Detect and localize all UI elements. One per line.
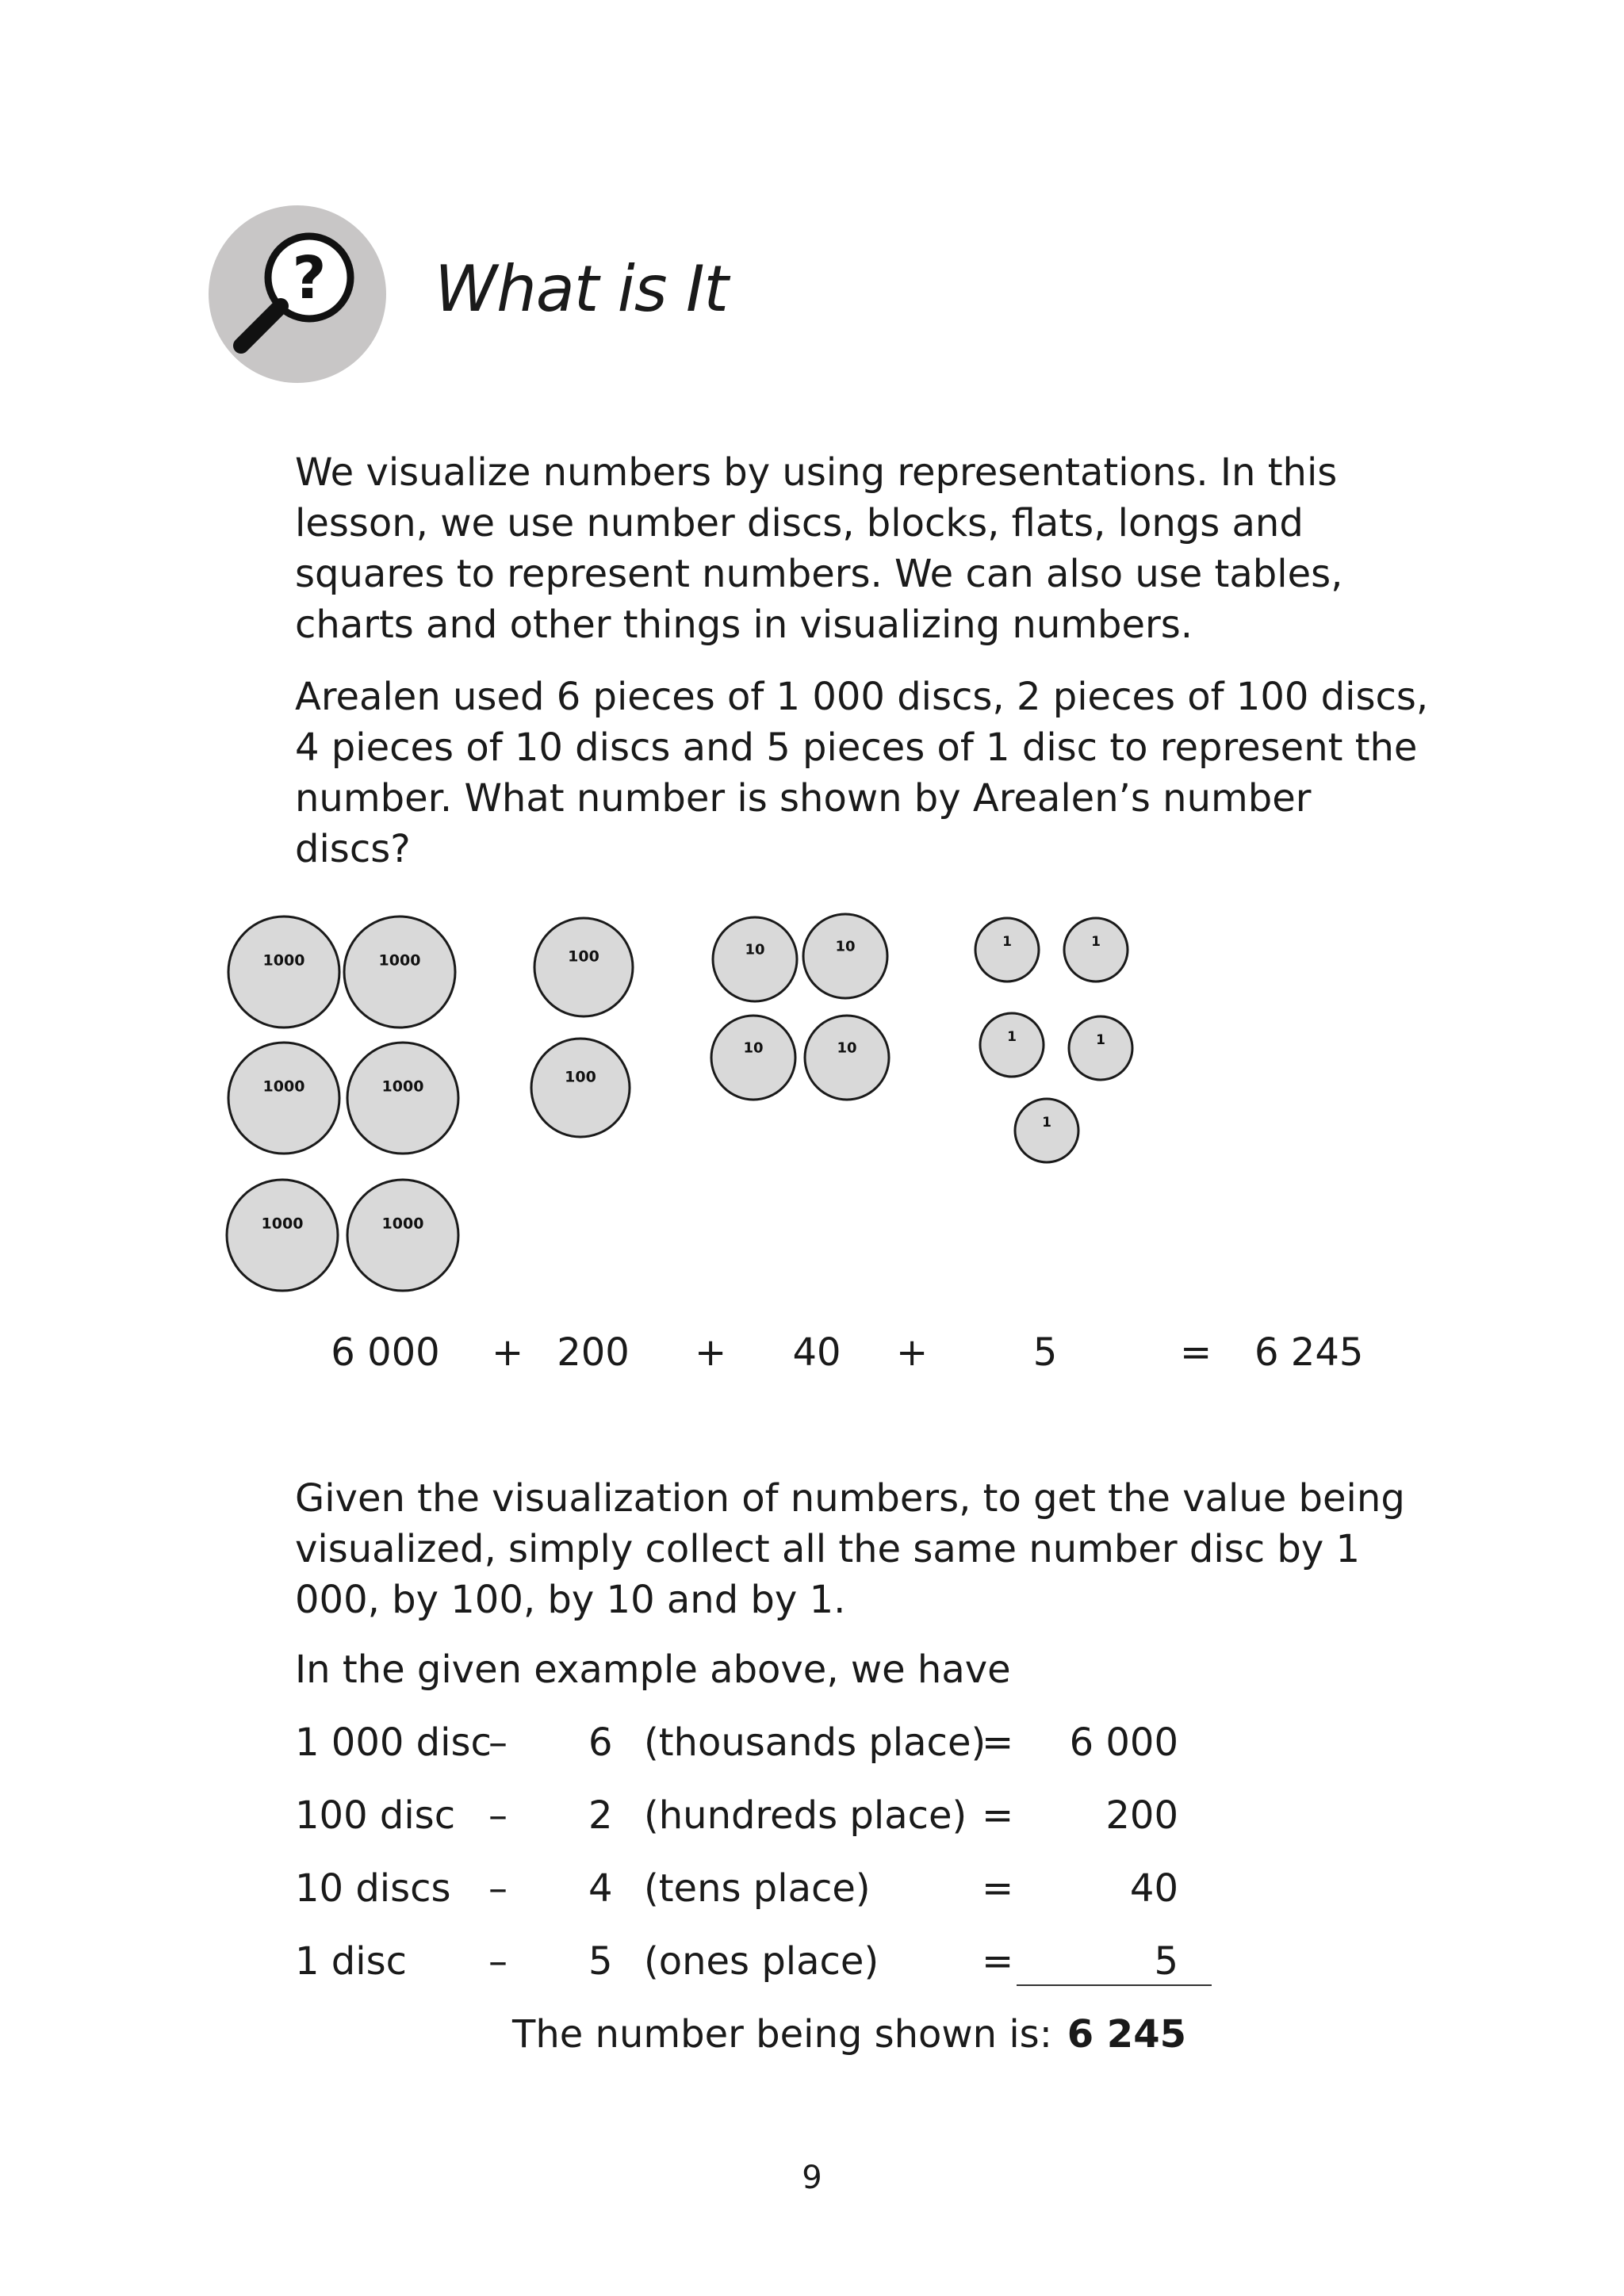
breakdown-equals: = bbox=[982, 1720, 1014, 1765]
breakdown-count: 2 bbox=[588, 1793, 613, 1838]
equation-term-ones: 5 bbox=[1032, 1330, 1058, 1375]
disc-label: 10 bbox=[743, 1039, 764, 1057]
number-disc-1000 bbox=[347, 1180, 458, 1291]
number-disc-100 bbox=[534, 918, 633, 1016]
breakdown-disc: 100 disc bbox=[295, 1793, 456, 1838]
equation-term-tens: 40 bbox=[792, 1330, 841, 1375]
breakdown-dash: – bbox=[488, 1939, 508, 1984]
equation-plus-2: + bbox=[695, 1330, 727, 1375]
breakdown-count: 4 bbox=[588, 1866, 613, 1911]
number-disc-1000 bbox=[344, 916, 455, 1027]
number-disc-1 bbox=[1069, 1016, 1132, 1080]
equation-plus-1: + bbox=[492, 1330, 524, 1375]
breakdown-intro: In the given example above, we have bbox=[295, 1647, 1011, 1692]
disc-label: 1 bbox=[1007, 1029, 1017, 1046]
number-disc-10 bbox=[713, 917, 797, 1001]
paragraph-representations: We visualize numbers by using representations. In this lesson, we use number discs, blocks, flats, longs and squares to represent numbers. We can also use tables, charts and other things in visualizing numbers. bbox=[295, 450, 1343, 647]
equation-plus-3: + bbox=[896, 1330, 929, 1375]
number-disc-1000 bbox=[228, 1043, 339, 1154]
equation-term-hundreds: 200 bbox=[557, 1330, 630, 1375]
equation-result: 6 245 bbox=[1254, 1330, 1364, 1375]
disc-label: 1000 bbox=[378, 951, 421, 970]
disc-label: 1 bbox=[1002, 934, 1012, 951]
number-disc-1000 bbox=[347, 1043, 458, 1154]
breakdown-disc: 1 000 disc bbox=[295, 1720, 492, 1765]
breakdown-count: 6 bbox=[588, 1720, 613, 1765]
disc-label: 10 bbox=[745, 941, 765, 959]
breakdown-value: 40 bbox=[1129, 1866, 1178, 1911]
paragraph-collect: Given the visualization of numbers, to get the value being visualized, simply collect all the same number disc by 1 000, by 100, by 10 and by 1. bbox=[295, 1476, 1405, 1622]
breakdown-place: (hundreds place) bbox=[644, 1793, 967, 1838]
breakdown-value: 5 bbox=[1154, 1939, 1178, 1984]
explanation-paragraph bbox=[197, 1473, 1434, 1625]
breakdown-disc: 10 discs bbox=[295, 1866, 451, 1911]
breakdown-dash: – bbox=[488, 1720, 508, 1765]
sum-underline bbox=[1017, 1984, 1212, 1986]
number-disc-1 bbox=[1064, 918, 1128, 982]
disc-label: 1 bbox=[1091, 934, 1101, 951]
breakdown-value: 6 000 bbox=[1069, 1720, 1178, 1765]
number-disc-10 bbox=[803, 914, 887, 998]
breakdown-place: (thousands place) bbox=[644, 1720, 986, 1765]
number-disc-10 bbox=[805, 1016, 889, 1100]
number-disc-100 bbox=[531, 1039, 630, 1137]
breakdown-equals: = bbox=[982, 1939, 1014, 1984]
disc-label: 1000 bbox=[261, 1215, 304, 1233]
breakdown-disc: 1 disc bbox=[295, 1939, 407, 1984]
number-disc-1000 bbox=[228, 916, 339, 1027]
breakdown-equals: = bbox=[982, 1793, 1014, 1838]
number-disc-1 bbox=[1015, 1099, 1078, 1162]
number-disc-10 bbox=[711, 1016, 795, 1100]
breakdown-count: 5 bbox=[588, 1939, 613, 1984]
paragraph-arealen: Arealen used 6 pieces of 1 000 discs, 2 pieces of 100 discs, 4 pieces of 10 discs and 5 pieces of 1 disc to represent the number. What number is shown by Arealen’s number discs? bbox=[295, 675, 1429, 871]
breakdown-dash: – bbox=[488, 1793, 508, 1838]
disc-label: 100 bbox=[565, 1068, 596, 1086]
disc-label: 1 bbox=[1096, 1032, 1105, 1049]
page-title: What is It bbox=[435, 252, 728, 326]
disc-label: 10 bbox=[837, 1039, 857, 1057]
disc-label: 1000 bbox=[381, 1215, 424, 1233]
equation-equals: = bbox=[1180, 1330, 1212, 1375]
number-disc-1 bbox=[975, 918, 1039, 982]
breakdown-place: (tens place) bbox=[644, 1866, 871, 1911]
disc-label: 1000 bbox=[262, 951, 305, 970]
equation-term-thousands: 6 000 bbox=[331, 1330, 440, 1375]
number-disc-1000 bbox=[227, 1180, 338, 1291]
svg-text:?: ? bbox=[292, 244, 327, 312]
disc-label: 10 bbox=[835, 938, 856, 955]
disc-label: 1 bbox=[1042, 1115, 1051, 1131]
breakdown-value: 200 bbox=[1105, 1793, 1178, 1838]
result-label: The number being shown is: bbox=[512, 2012, 1052, 2057]
page-number: 9 bbox=[802, 2160, 822, 2196]
disc-label: 1000 bbox=[262, 1077, 305, 1096]
breakdown-dash: – bbox=[488, 1866, 508, 1911]
breakdown-equals: = bbox=[982, 1866, 1014, 1911]
disc-label: 100 bbox=[568, 947, 599, 966]
disc-label: 1000 bbox=[381, 1077, 424, 1096]
breakdown-place: (ones place) bbox=[644, 1939, 879, 1984]
result-value: 6 245 bbox=[1067, 2012, 1186, 2057]
number-disc-1 bbox=[980, 1013, 1044, 1077]
